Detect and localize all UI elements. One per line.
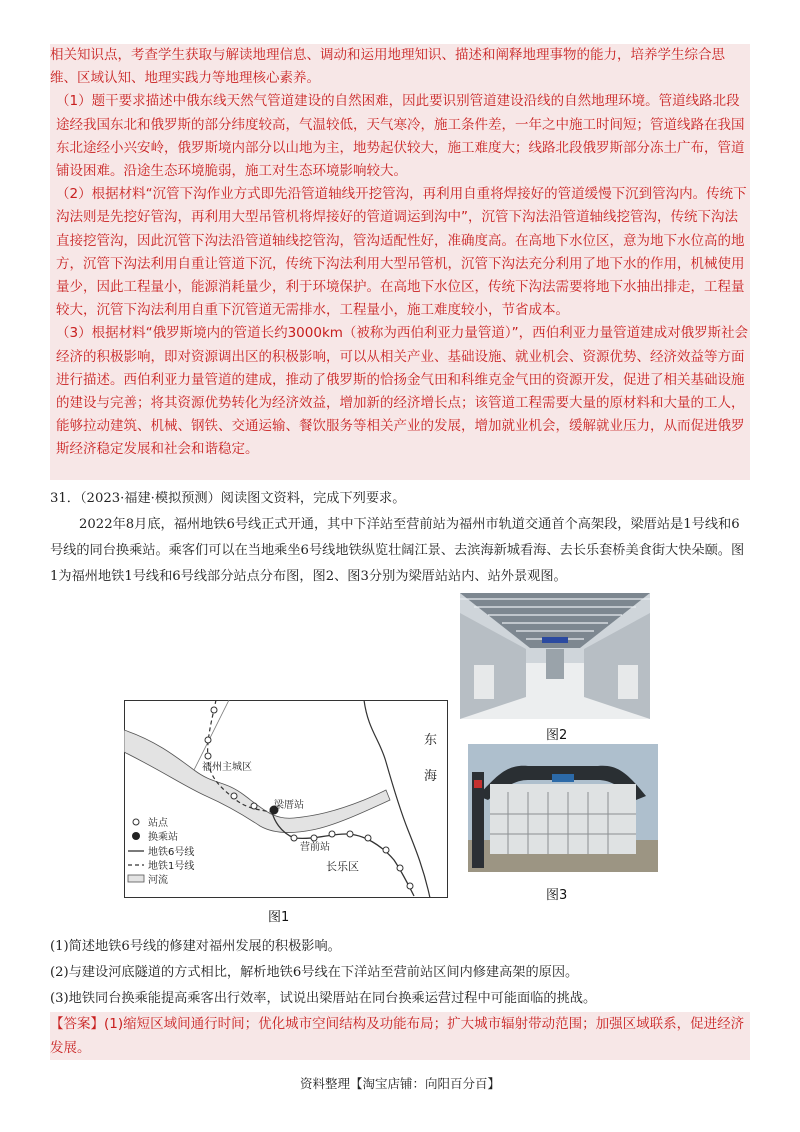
analysis-part-3: （3）根据材料“俄罗斯境内的管道长约3000km（被称为西伯利亚力量管道）”，西伯利亚力量管道建成对俄罗斯社会经济的积极影响，即对资源调出区的积极影响，可以从相关产业、基础设施、就业机会、资源优势、经济效益等方面进行描述。西伯利亚力量管道的建成，推动了俄罗斯的恰扬金气田和科维克金气田的资源开发，促进了相关基础设施的建设与完善；将其资源优势转化为经济效益，增加新的经济增长点；该管道工程需要大量的原材料和大量的工人，能够拉动建筑、机械、钢铁、交通运输、餐饮服务等相关产业的发展，增加就业机会，缓解就业压力，从而促进俄罗斯经济稳定发展和社会和谐稳定。 [56,325,749,458]
analysis-part-1: （1）题干要求描述中俄东线天然气管道建设的自然困难，因此要识别管道建设沿线的自然地理环境。管道线路北段途经我国东北和俄罗斯的部分纬度较高，气温较低，天气寒冷，施工条件差，一年之中施工时间短；管道线路在我国东北途经小兴安岭，俄罗斯境内部分以山地为主，地势起伏较大，施工难度大；线路北段俄罗斯部分冻土广布，管道铺设困难。沿途生态环境脆弱，施工对生态环境影响较大。 [56,93,745,180]
legend-station: 站点 [148,818,168,829]
figure-1-map [124,700,448,898]
figure-2-photo [460,593,650,719]
station-marker [231,793,237,799]
label-east-sea-1: 东 [424,733,438,748]
figure-3-caption: 图3 [546,888,568,903]
answer-line [50,1012,750,1060]
station-marker [205,753,211,759]
station-marker [251,803,257,809]
station-marker [383,847,389,853]
analysis-intro: 相关知识点，考查学生获取与解读地理信息、调动和运用地理知识、描述和阐释地理事物的能力，培养学生综合思维、区域认知、地理实践力等地理核心素养。 [50,47,725,87]
question-31 [50,486,750,590]
figure-3-photo [468,744,658,872]
station-marker [211,707,217,713]
label-yingqian: 营前站 [300,842,330,853]
label-city: 福州主城区 [202,762,252,773]
answer-analysis-block [50,44,750,480]
station-marker [347,831,353,837]
station-marker [329,831,335,837]
station-interior-image [460,593,650,719]
label-changle: 长乐区 [326,860,359,873]
sub-question-3: (3)地铁同台换乘能提高乘客出行效率，试说出梁厝站在同台换乘运营过程中可能面临的挑战。 [50,991,597,1006]
answer-block [50,1012,750,1060]
legend-river: 河流 [148,875,168,886]
figure-1-caption: 图1 [268,910,290,925]
answer-tag: 【答案】 [50,1016,104,1032]
figure-2-caption: 图2 [546,728,568,743]
metro-map-svg [124,700,448,898]
analysis-part-2: （2）根据材料“沉管下沟作业方式即先沿管道轴线开挖管沟，再利用自重将焊接好的管道缓慢下沉到管沟内。传统下沟法则是先挖好管沟，再利用大型吊管机将焊接好的管道调运到沟中”，沉管下沟法沿管道轴线挖管沟，传统下沟法直接挖管沟，因此沉管下沟法沿管道轴线挖管沟，管沟适配性好，准确度高。在高地下水位区，意为地下水位高的地方，沉管下沟法利用自重让管道下沉，传统下沟法利用大型吊管机，沉管下沟法充分利用了地下水的作用，机械使用量少，因此工程量小，能源消耗量少，利于环境保护。在高地下水位区，传统下沟法需要将地下水抽出排走，工程量较大，沉管下沟法利用自重下沉管道无需排水，工程量小，施工难度较小，节省成本。 [56,186,747,319]
question-material: 2022年8月底，福州地铁6号线正式开通，其中下洋站至营前站为福州市轨道交通首个高架段，梁厝站是1号线和6号线的同台换乘站。乘客们可以在当地乘坐6号线地铁纵览壮阔江景、去滨海新城看海、去长乐套桥美食街大快朵颐。图1为福州地铁1号线和6号线部分站点分布图，图2、图3分别为梁厝站站内、站外景观图。 [50,517,745,584]
sub-questions [50,934,750,1012]
station-marker [397,865,403,871]
station-marker [205,737,211,743]
legend-line1: 地铁1号线 [148,861,195,872]
station-marker [407,883,413,889]
legend-transfer: 换乘站 [148,832,178,843]
label-east-sea-2: 海 [424,769,438,784]
sub-question-2: (2)与建设河底隧道的方式相比，解析地铁6号线在下洋站至营前站区间内修建高架的原因。 [50,965,579,980]
legend-line6: 地铁6号线 [148,847,195,858]
station-marker [291,835,297,841]
answer-text: (1)缩短区域间通行时间；优化城市空间结构及功能布局；扩大城市辐射带动范围；加强区域联系，促进经济发展。 [50,1016,745,1056]
sub-question-1: (1)简述地铁6号线的修建对福州发展的积极影响。 [50,939,341,954]
label-liangcuo: 梁厝站 [274,800,304,811]
station-exterior-image [468,744,658,872]
page-footer: 资料整理【淘宝店铺：向阳百分百】 [299,1076,500,1091]
station-marker [311,835,317,841]
question-header: 31．（2023·福建·模拟预测）阅读图文资料，完成下列要求。 [50,491,406,506]
station-marker [365,835,371,841]
